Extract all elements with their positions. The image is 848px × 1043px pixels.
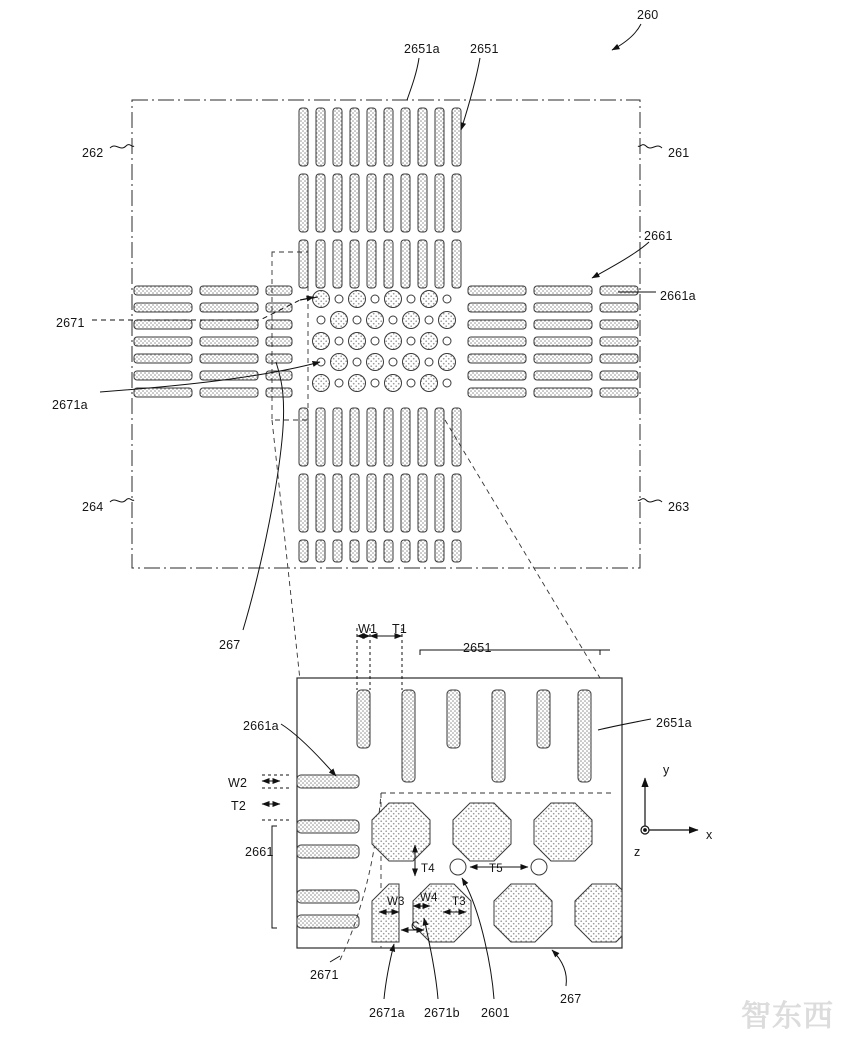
- lbl-T1: T1: [392, 622, 407, 636]
- lbl-y-axis: y: [663, 763, 670, 777]
- lbl-2671a-det: 2671a: [369, 1006, 405, 1020]
- lbl-T5: T5: [489, 863, 503, 875]
- lbl-2651a-det: 2651a: [656, 716, 692, 730]
- lbl-2651-det: 2651: [463, 641, 492, 655]
- lbl-T3: T3: [452, 896, 466, 908]
- lbl-W3: W3: [387, 896, 405, 908]
- lbl-267-upper: 267: [219, 638, 241, 652]
- lbl-2671a: 2671a: [52, 398, 88, 412]
- lbl-2671b-det: 2671b: [424, 1006, 460, 1020]
- lbl-2661a: 2661a: [660, 289, 696, 303]
- lbl-2661a-det: 2661a: [243, 719, 279, 733]
- lbl-C: C: [411, 921, 420, 933]
- lbl-T4: T4: [421, 863, 435, 875]
- lbl-x-axis: x: [706, 828, 713, 842]
- detail-view: [262, 628, 698, 999]
- lbl-W4: W4: [420, 892, 438, 904]
- lbl-2661-det: 2661: [245, 845, 274, 859]
- lbl-2651-top: 2651: [470, 42, 499, 56]
- lbl-267-det: 267: [560, 992, 582, 1006]
- lbl-2671: 2671: [56, 316, 85, 330]
- lbl-264: 264: [82, 500, 104, 514]
- lbl-262: 262: [82, 146, 104, 160]
- lbl-2661: 2661: [644, 229, 673, 243]
- lbl-263: 263: [668, 500, 690, 514]
- lbl-2671-det: 2671: [310, 968, 339, 982]
- lbl-261: 261: [668, 146, 690, 160]
- lbl-W2: W2: [228, 776, 248, 790]
- lbl-2651a-top: 2651a: [404, 42, 440, 56]
- lbl-z-axis: z: [634, 845, 641, 859]
- fig-num-260: 260: [637, 8, 659, 22]
- center-pad-array: [313, 291, 456, 392]
- lbl-W1: W1: [358, 622, 378, 636]
- coordinate-axes: [641, 778, 698, 834]
- lbl-T2: T2: [231, 799, 246, 813]
- lbl-2601-det: 2601: [481, 1006, 510, 1020]
- watermark: 智东西: [741, 999, 834, 1034]
